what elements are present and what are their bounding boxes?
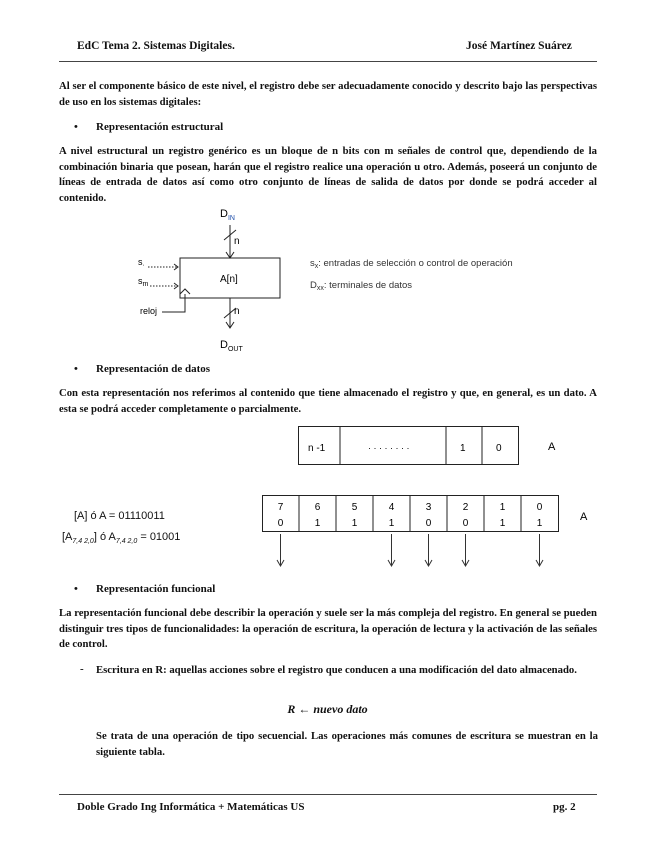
bit-value: 1	[388, 518, 395, 529]
expr-full-register: [A] ó A = 01110011	[74, 510, 165, 522]
section-functional-text: La representación funcional debe describir la operación y suele ser la más compleja del registro. En general se pueden distinguir tres tipos de funcionalidades: la operación de escritura, la operación de lectura y la activación de las señales de control.	[59, 607, 597, 650]
intro-paragraph: Al ser el componente básico de este nivel, el registro debe ser adecuadamente conocido y descrito bajo las perspectivas de uso en los sistemas digitales:	[59, 80, 597, 108]
generic-cell-0: 0	[496, 443, 502, 454]
section-structural-text: A nivel estructural un registro genérico es un bloque de n bits con m señales de control que, dependiendo de la combinación binaria que posean, harán que el registro realice una operación u otro. Además, poseerá un conjunto de líneas de entrada de datos así como otro conjunto de líneas de salida de datos por donde se podrá acceder al contenido.	[59, 145, 597, 204]
generic-cell-dots: · · · · · · · ·	[368, 443, 410, 453]
bit-index: 7	[277, 502, 284, 513]
section-data-title: Representación de datos	[96, 363, 211, 375]
generic-register-table	[298, 426, 578, 468]
generic-cell-1: 1	[460, 443, 466, 454]
bit-value: 1	[314, 518, 321, 529]
generic-cell-msb: n -1	[308, 443, 326, 454]
header-rule	[59, 61, 597, 62]
write-followup-text: Se trata de una operación de tipo secuencial. Las operaciones más comunes de escritura se muestran en la siguiente tabla.	[96, 730, 598, 758]
bit-value: 1	[536, 518, 543, 529]
clock-triangle	[180, 289, 190, 294]
bit-index: 2	[462, 502, 469, 513]
din-bus-width: n	[234, 236, 240, 247]
dout-bus-width: n	[234, 306, 240, 317]
control-input-s: $s_\cdot$	[138, 257, 145, 269]
register-label: A[n]	[220, 274, 238, 285]
bit-index: 3	[425, 502, 432, 513]
section-data-heading	[74, 363, 210, 375]
write-item-text: Escritura en R: aquellas acciones sobre el registro que conducen a una modificación del dato almacenado.	[96, 664, 577, 676]
legend-data: $D_{xx}$: terminales de datos	[310, 280, 413, 292]
bit-value: 0	[277, 518, 284, 529]
register-structure-diagram	[120, 200, 600, 360]
bullet-icon: •	[74, 121, 78, 133]
clock-line	[162, 294, 185, 312]
header-title: EdC Tema 2. Sistemas Digitales.	[77, 40, 235, 52]
expr-partial-register: $[A_{7,4 2,0}]$ ó $A_{7,4 2,0} = 01001$	[62, 531, 181, 546]
dout-label: $D_{OUT}$	[220, 339, 243, 353]
section-structural-heading	[74, 121, 223, 133]
section-structural-title: Representación estructural	[96, 121, 224, 133]
header-author: José Martínez Suárez	[466, 40, 572, 52]
bit-index: 4	[388, 502, 395, 513]
clock-label: reloj	[140, 306, 158, 316]
bit-value: 1	[499, 518, 506, 529]
example-register-table	[262, 495, 612, 575]
din-label: $D_{IN}$	[220, 208, 235, 222]
bullet-icon: •	[74, 583, 78, 595]
section-functional-title: Representación funcional	[96, 583, 216, 595]
control-input-sm: $s_m$	[138, 276, 149, 288]
bit-value: 1	[351, 518, 358, 529]
legend-selection: $s_x$: entradas de selección o control de operación	[310, 258, 513, 270]
write-item-dash: -	[80, 663, 84, 675]
bit-value: 0	[425, 518, 432, 529]
footer-course: Doble Grado Ing Informática + Matemáticas US	[77, 801, 305, 813]
footer-rule	[59, 794, 597, 795]
write-formula: R ← nuevo dato	[287, 702, 368, 716]
bit-index: 6	[314, 502, 321, 513]
bit-value: 0	[462, 518, 469, 529]
bit-index: 5	[351, 502, 358, 513]
generic-register-name: A	[548, 441, 556, 453]
bit-index: 0	[536, 502, 543, 513]
footer-page-number: pg. 2	[553, 801, 576, 813]
section-data-text: Con esta representación nos referimos al contenido que tiene almacenado el registro y que, en general, es un dato. A esta se podrá acceder completamente o parcialmente.	[59, 387, 597, 415]
section-functional-heading	[74, 583, 215, 595]
example-register-name: A	[580, 511, 588, 523]
bullet-icon: •	[74, 363, 78, 375]
bit-index: 1	[499, 502, 506, 513]
